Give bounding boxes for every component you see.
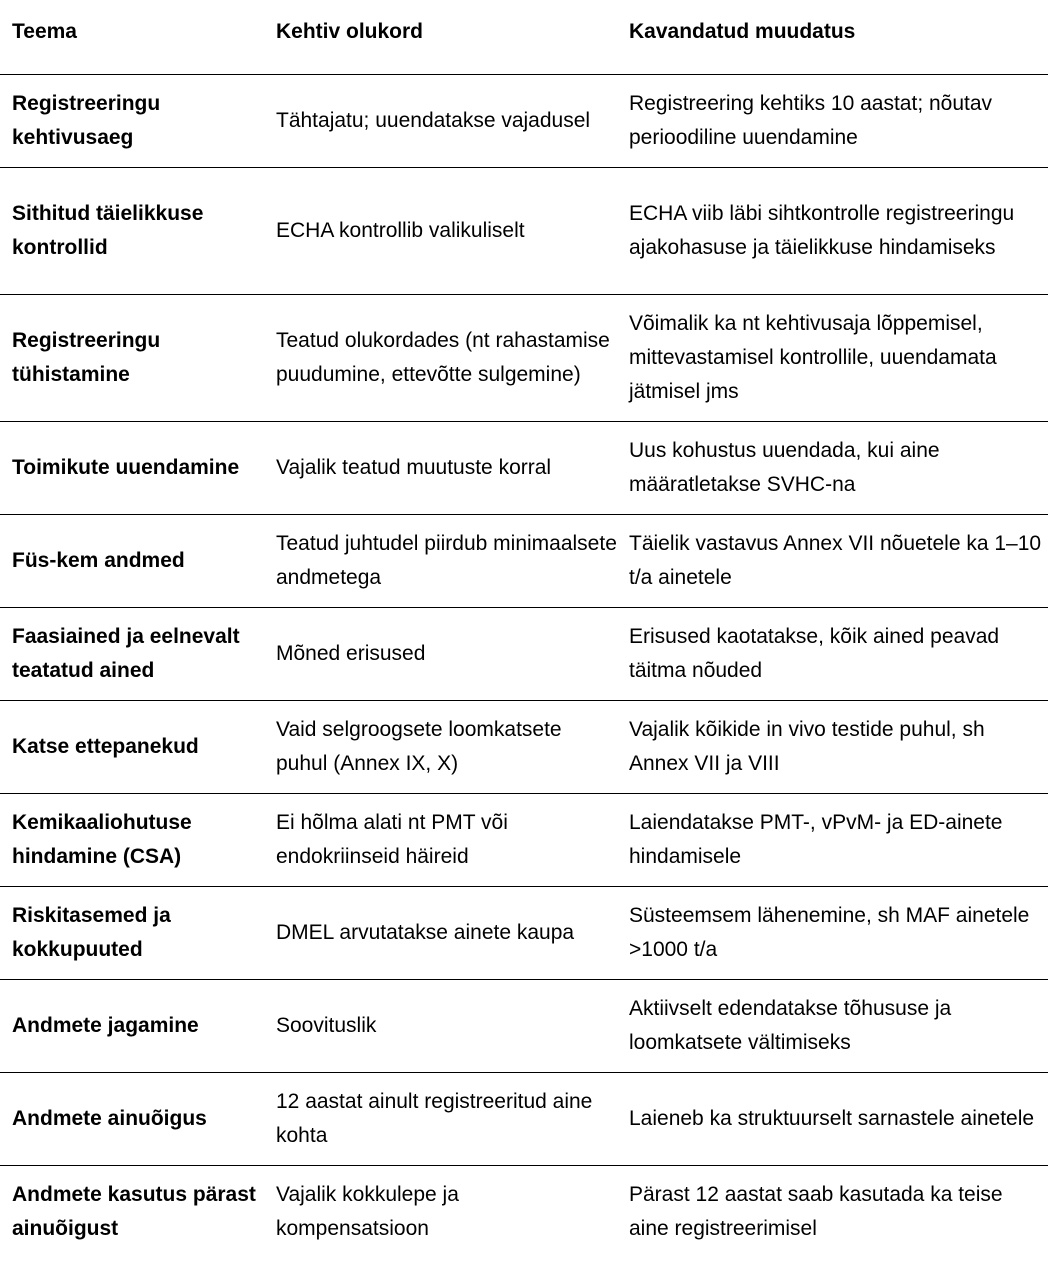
proposed-cell: Uus kohustus uuendada, kui aine määratletakse SVHC-na [617, 422, 1048, 515]
topic-cell: Katse ettepanekud [0, 701, 264, 794]
proposed-cell: Aktiivselt edendatakse tõhususe ja loomkatsete vältimiseks [617, 980, 1048, 1073]
proposed-cell: Registreering kehtiks 10 aastat; nõutav perioodiline uuendamine [617, 75, 1048, 168]
current-cell: Teatud juhtudel piirdub minimaalsete andmetega [264, 515, 617, 608]
header-topic: Teema [0, 0, 264, 75]
table-row [0, 1166, 1048, 1259]
current-cell: Mõned erisused [264, 608, 617, 701]
proposed-cell: Pärast 12 aastat saab kasutada ka teise aine registreerimisel [629, 1183, 1003, 1240]
table-row [0, 295, 1048, 422]
proposed-cell: Laieneb ka struktuurselt sarnastele ainetele [617, 1073, 1048, 1166]
header-proposed: Kavandatud muudatus [617, 0, 1048, 75]
current-cell: Vajalik teatud muutuste korral [264, 422, 617, 515]
header-current: Kehtiv olukord [264, 0, 617, 75]
table-row [0, 794, 1048, 887]
current-cell: DMEL arvutatakse ainete kaupa [264, 887, 617, 980]
table-row [0, 980, 1048, 1073]
table-row [0, 1073, 1048, 1166]
table-row [0, 701, 1048, 794]
current-cell: Ei hõlma alati nt PMT või endokriinseid häireid [264, 794, 617, 887]
current-cell: Tähtajatu; uuendatakse vajadusel [264, 75, 617, 168]
topic-cell: Registreeringu tühistamine [0, 295, 264, 422]
table-row [0, 608, 1048, 701]
current-cell: 12 aastat ainult registreeritud aine kohta [264, 1073, 617, 1166]
topic-cell: Andmete jagamine [0, 980, 264, 1073]
proposed-cell: Erisused kaotatakse, kõik ained peavad täitma nõuded [617, 608, 1048, 701]
header-row [0, 0, 1048, 75]
table-row [0, 515, 1048, 608]
table-row [0, 422, 1048, 515]
current-cell: ECHA kontrollib valikuliselt [264, 168, 617, 295]
proposed-cell: Vajalik kõikide in vivo testide puhul, sh Annex VII ja VIII [617, 701, 1048, 794]
table-row [0, 75, 1048, 168]
topic-cell: Andmete ainuõigus [0, 1073, 264, 1166]
proposed-cell: Täielik vastavus Annex VII nõuetele ka 1–10 t/a ainetele [617, 515, 1048, 608]
topic-cell: Andmete kasutus pärast ainuõigust [12, 1183, 256, 1240]
current-cell: Vajalik kokkulepe ja kompensatsioon [276, 1183, 459, 1240]
current-cell: Vaid selgroogsete loomkatsete puhul (Annex IX, X) [264, 701, 617, 794]
topic-cell: Registreeringu kehtivusaeg [0, 75, 264, 168]
topic-cell: Sithitud täielikkuse kontrollid [0, 168, 264, 295]
table-row [0, 887, 1048, 980]
proposed-cell: Laiendatakse PMT-, vPvM- ja ED-ainete hindamisele [617, 794, 1048, 887]
topic-cell: Riskitasemed ja kokkupuuted [0, 887, 264, 980]
current-cell: Soovituslik [264, 980, 617, 1073]
topic-cell: Faasiained ja eelnevalt teatatud ained [0, 608, 264, 701]
proposed-cell: Võimalik ka nt kehtivusaja lõppemisel, mittevastamisel kontrollile, uuendamata jätmisel jms [617, 295, 1048, 422]
topic-cell: Füs-kem andmed [0, 515, 264, 608]
current-cell: Teatud olukordades (nt rahastamise puudumine, ettevõtte sulgemine) [264, 295, 617, 422]
topic-cell: Toimikute uuendamine [0, 422, 264, 515]
proposed-cell: Süsteemsem lähenemine, sh MAF ainetele >1000 t/a [617, 887, 1048, 980]
proposed-cell: ECHA viib läbi sihtkontrolle registreeringu ajakohasuse ja täielikkuse hindamiseks [617, 168, 1048, 295]
table-row [0, 168, 1048, 295]
topic-cell: Kemikaaliohutuse hindamine (CSA) [0, 794, 264, 887]
